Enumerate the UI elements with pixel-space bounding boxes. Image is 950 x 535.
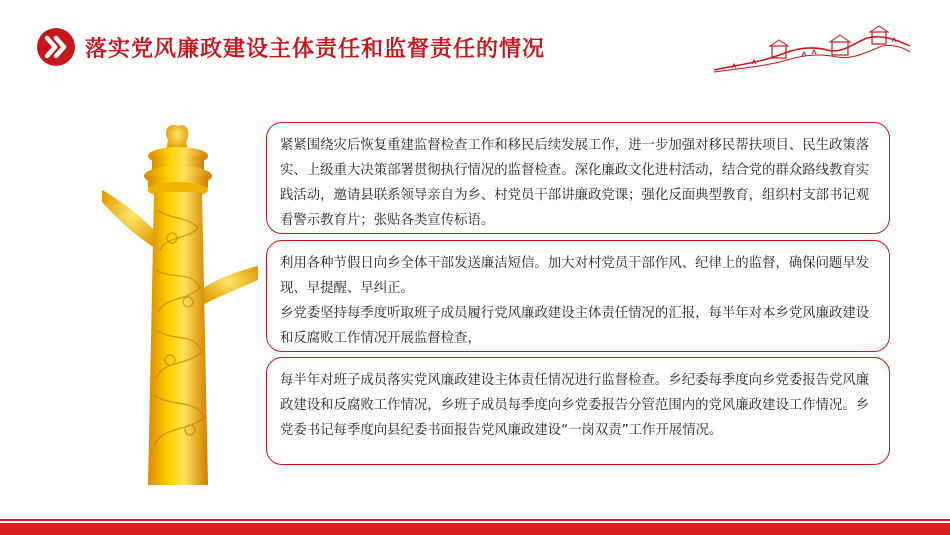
page-title: 落实党风廉政建设主体责任和监督责任的情况 bbox=[85, 37, 546, 62]
paragraph: 紧紧围绕灾后恢复重建监督检查工作和移民后续发展工作，进一步加强对移民帮扶项目、民生政策落实、上级重大决策部署贯彻执行情况的监督检查。深化廉政文化进村活动，结合党的群众路线教育实践活动，邀请县联系领导亲自为乡、村党员干部讲廉政党课；强化反面典型教育，组织村支部书记观看警示教育片；张贴各类宣传标语。 bbox=[280, 138, 870, 228]
paragraph: 每半年对班子成员落实党风廉政建设主体责任情况进行监督检查。乡纪委每季度向乡党委报告党风廉政建设和反腐败工作情况，乡班子成员每季度向乡党委报告分管范围内的党风廉政建设工作情况。乡党委书记每季度向县纪委书面报告党风廉政建设“一岗双责”工作开展情况。 bbox=[280, 373, 870, 438]
paragraph: 利用各种节假日向乡全体干部发送廉洁短信。加大对村党员干部作风、纪律上的监督，确保问题早发现、早提醒、早纠正。 bbox=[280, 256, 870, 296]
info-box-1 bbox=[266, 122, 890, 234]
footer-bar bbox=[0, 523, 950, 535]
footer-divider bbox=[0, 519, 950, 521]
double-chevron-right-icon bbox=[37, 28, 75, 66]
info-box-2 bbox=[266, 240, 890, 352]
paragraph: 乡党委坚持每季度听取班子成员履行党风廉政建设主体责任情况的汇报，每半年对本乡党风廉政建设和反腐败工作情况开展监督检查， bbox=[280, 306, 870, 346]
great-wall-illustration bbox=[712, 24, 912, 78]
huabiao-column-illustration bbox=[100, 120, 260, 489]
info-box-3 bbox=[266, 357, 890, 465]
